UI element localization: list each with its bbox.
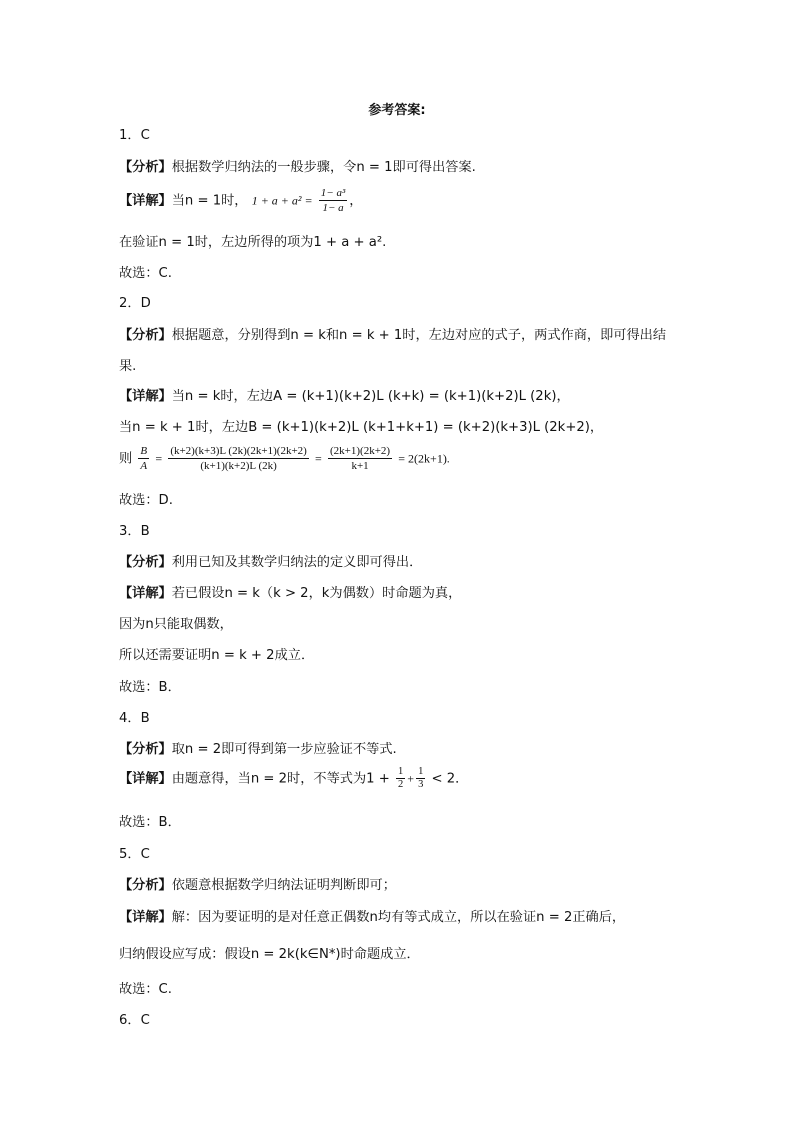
fraction-denominator: A bbox=[140, 460, 148, 472]
detail-expr: 1 + a + a² = bbox=[251, 193, 313, 208]
verify-1: 在验证n = 1时，左边所得的项为1 + a + a². bbox=[119, 235, 387, 250]
detail-4 bbox=[119, 766, 468, 791]
analysis-text: 取n = 2即可得到第一步应验证不等式. bbox=[171, 742, 397, 757]
fraction-numerator: (k+2)(k+3)L (2k)(2k+1)(2k+2) bbox=[170, 445, 307, 457]
detail-2 bbox=[119, 385, 570, 404]
fraction-numerator: 1 bbox=[418, 766, 424, 777]
detail-5 bbox=[119, 906, 625, 925]
detail-tag: 【详解】 bbox=[119, 193, 172, 209]
choose-4: 故选：B． bbox=[119, 815, 181, 830]
detail-2-line2: 当n = k + 1时，左边B = (k+1)(k+2)L (k+1+k+1) = (k+2)(k+3)L (2k+2)， bbox=[119, 420, 604, 435]
detail-tag: 【详解】 bbox=[119, 586, 172, 601]
fraction-numerator: 1 bbox=[398, 766, 404, 777]
analysis-tag: 【分析】 bbox=[119, 878, 172, 893]
fraction-numerator: (2k+1)(2k+2) bbox=[330, 445, 391, 457]
analysis-text: 根据题意，分别得到n = k和n = k + 1时，左边对应的式子，两式作商，即可得出结 bbox=[171, 328, 667, 343]
analysis-text: 利用已知及其数学归纳法的定义即可得出． bbox=[171, 555, 423, 570]
fraction-numerator: B bbox=[140, 445, 148, 457]
detail-3 bbox=[119, 582, 461, 601]
detail-1 bbox=[119, 186, 362, 215]
analysis-tag: 【分析】 bbox=[119, 555, 172, 570]
detail-end: ， bbox=[349, 193, 363, 209]
detail-text: 当n = k时，左边A = (k+1)(k+2)L (k+k) = (k+1)(k+2)L (2k)， bbox=[171, 389, 570, 404]
analysis-tag: 【分析】 bbox=[119, 160, 172, 175]
equals: = bbox=[315, 451, 322, 466]
ratio-prefix: 则 bbox=[119, 451, 133, 467]
detail-text: 当n = 1时， bbox=[171, 193, 248, 209]
answer-5: 5．C bbox=[119, 847, 150, 862]
detail-tag: 【详解】 bbox=[119, 771, 172, 787]
detail-3-line2: 因为n只能取偶数， bbox=[119, 617, 233, 632]
detail-tag: 【详解】 bbox=[119, 910, 172, 925]
analysis-2-cont: 果. bbox=[119, 359, 137, 374]
analysis-5 bbox=[119, 874, 396, 893]
fraction-numerator: 1− a³ bbox=[320, 187, 346, 199]
fraction-denominator: 3 bbox=[418, 779, 424, 790]
answer-3: 3．B bbox=[119, 524, 150, 539]
analysis-3 bbox=[119, 551, 422, 570]
fraction bbox=[319, 186, 347, 215]
fraction-third bbox=[416, 766, 425, 791]
fraction-denominator: 1− a bbox=[322, 202, 344, 214]
page-title: 参考答案: bbox=[368, 103, 426, 118]
fraction-half bbox=[396, 766, 405, 791]
fraction-denominator: k+1 bbox=[351, 460, 369, 472]
analysis-4 bbox=[119, 738, 397, 757]
detail-text: 解：因为要证明的是对任意正偶数n均有等式成立，所以在验证n = 2正确后， bbox=[171, 910, 626, 925]
choose-5: 故选：C. bbox=[119, 982, 172, 997]
answer-2: 2．D bbox=[119, 296, 151, 311]
fraction-product bbox=[168, 444, 309, 473]
equals: = bbox=[155, 451, 163, 466]
fraction-simplified bbox=[328, 444, 392, 473]
answer-1: 1．C bbox=[119, 128, 150, 143]
detail-3-line3: 所以还需要证明n = k + 2成立． bbox=[119, 648, 315, 663]
plus: + bbox=[407, 771, 415, 786]
analysis-tag: 【分析】 bbox=[119, 742, 172, 757]
detail-tag: 【详解】 bbox=[119, 389, 172, 404]
detail-text: 由题意得，当n = 2时，不等式为1 + bbox=[171, 771, 390, 787]
detail-text: 若已假设n = k（k > 2，k为偶数）时命题为真， bbox=[171, 586, 462, 601]
analysis-tag: 【分析】 bbox=[119, 328, 172, 343]
choose-3: 故选：B． bbox=[119, 680, 181, 695]
fraction-denominator: (k+1)(k+2)L (2k) bbox=[200, 460, 277, 472]
ratio-line bbox=[119, 444, 450, 473]
analysis-text: 根据数学归纳法的一般步骤，令n = 1即可得出答案. bbox=[171, 160, 476, 175]
analysis-text: 依题意根据数学归纳法证明判断即可； bbox=[171, 878, 396, 893]
answer-6: 6．C bbox=[119, 1013, 150, 1028]
answer-4: 4．B bbox=[119, 711, 150, 726]
analysis-1 bbox=[119, 156, 476, 175]
choose-1: 故选：C. bbox=[119, 266, 172, 281]
analysis-2 bbox=[119, 324, 666, 343]
fraction-denominator: 2 bbox=[398, 779, 404, 790]
ratio-result: = 2(2k+1). bbox=[398, 451, 450, 466]
detail-end: < 2． bbox=[431, 771, 469, 787]
choose-2: 故选：D. bbox=[119, 493, 173, 508]
fraction-b-over-a bbox=[138, 444, 149, 473]
detail-5-line2: 归纳假设应写成：假设n = 2k(k∈N*)时命题成立． bbox=[119, 947, 420, 962]
